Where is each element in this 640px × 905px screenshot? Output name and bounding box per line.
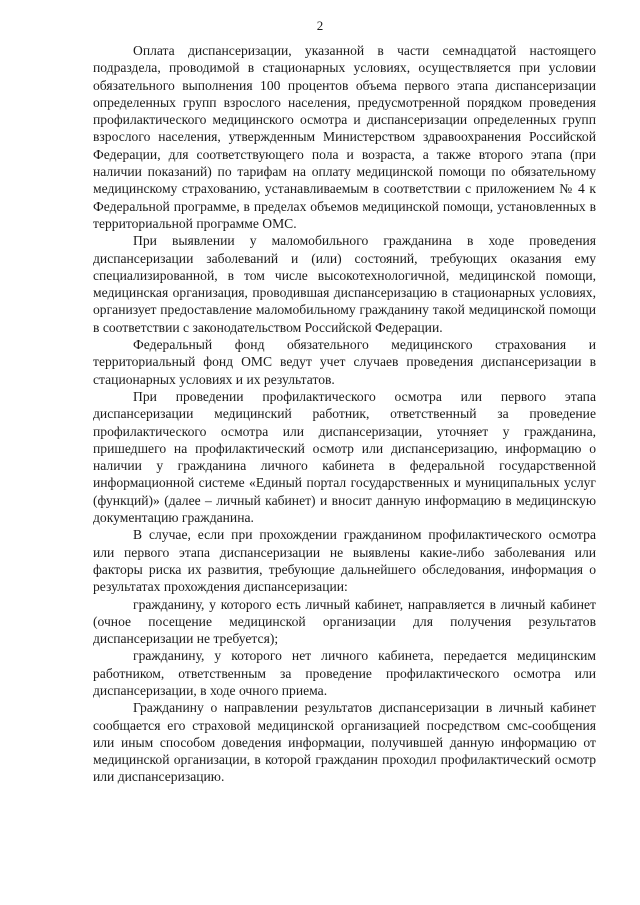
paragraph-with-account: гражданину, у которого есть личный кабинет, направляется в личный кабинет (очное посещение медицинской организации для получения результатов диспансеризации не требуется); xyxy=(93,596,596,647)
document-body xyxy=(93,42,596,786)
page-number: 2 xyxy=(316,18,324,33)
paragraph-without-account: гражданину, у которого нет личного кабинета, передается медицинским работником, ответственным за проведение профилактического осмотра или диспансеризации, в ходе очного приема. xyxy=(93,648,596,698)
paragraph-fund-accounting: Федеральный фонд обязательного медицинского страхования и территориальный фонд ОМС ведут учет случаев проведения диспансеризации в стационарных условиях и их результатов. xyxy=(93,337,596,387)
paragraph-limited-mobility: При выявлении у маломобильного гражданина в ходе проведения диспансеризации заболеваний и (или) состояний, требующих оказания ему специализированной, в том числе высокотехнологичной, медицинской помощи, медицинская организация, проводившая диспансеризацию в стационарных условиях, организует предоставление маломобильному гражданину такой медицинской помощи в соответствии с законодательством Российской Федерации. xyxy=(93,233,596,335)
paragraph-notification: Гражданину о направлении результатов диспансеризации в личный кабинет сообщается его страховой медицинской организацией посредством смс-сообщения или иным способом доведения информации, получившей данную информацию от медицинской организации, в которой гражданин проходил профилактический осмотр или диспансеризацию. xyxy=(93,700,596,785)
paragraph-results-info: В случае, если при прохождении гражданином профилактического осмотра или первого этапа диспансеризации не выявлены какие-либо заболевания или факторы риска их развития, требующие дальнейшего обследования, информация о результатах прохождения диспансеризации: xyxy=(93,527,596,595)
paragraph-personal-account-check: При проведении профилактического осмотра или первого этапа диспансеризации медицинский работник, ответственный за проведение профилактического осмотра или диспансеризации, уточняет у гражданина, пришедшего на профилактический осмотр или диспансеризацию, информацию о наличии у гражданина личного кабинета в федеральной государственной информационной системе «Единый портал государственных и муниципальных услуг (функций)» (далее – личный кабинет) и вносит данную информацию в медицинскую документацию гражданина. xyxy=(93,388,596,526)
paragraph-payment-conditions: Оплата диспансеризации, указанной в части семнадцатой настоящего подраздела, проводимой в стационарных условиях, осуществляется при условии обязательного выполнения 100 процентов объема первого этапа диспансеризации определенных групп взрослого населения, предусмотренной порядком проведения профилактического медицинского осмотра и диспансеризации определенных групп взрослого населения, утвержденным Министерством здравоохранения Российской Федерации, для соответствующего пола и возраста, а также второго этапа (при наличии показаний) по тарифам на оплату медицинской помощи по обязательному медицинскому страхованию, устанавливаемым в соответствии с приложением № 4 к Федеральной программе, в пределах объемов медицинской помощи, установленных в территориальной программе ОМС. xyxy=(93,43,596,231)
